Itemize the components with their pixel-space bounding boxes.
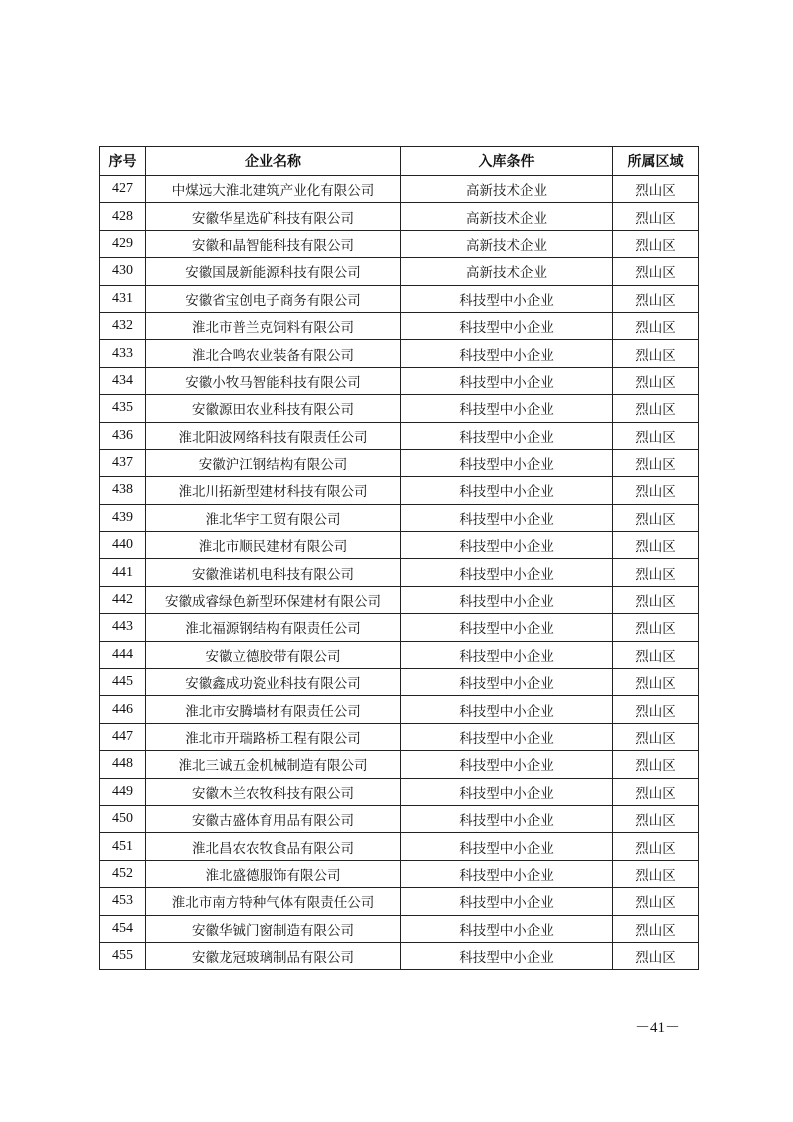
cell-serial-number: 440 (100, 532, 146, 559)
cell-region: 烈山区 (613, 723, 699, 750)
cell-region: 烈山区 (613, 532, 699, 559)
cell-company-name: 淮北福源钢结构有限责任公司 (146, 614, 401, 641)
cell-entry-condition: 高新技术企业 (401, 230, 613, 257)
cell-entry-condition: 科技型中小企业 (401, 614, 613, 641)
cell-company-name: 淮北市开瑞路桥工程有限公司 (146, 723, 401, 750)
cell-company-name: 安徽和晶智能科技有限公司 (146, 230, 401, 257)
cell-company-name: 淮北盛德服饰有限公司 (146, 860, 401, 887)
cell-serial-number: 434 (100, 367, 146, 394)
cell-region: 烈山区 (613, 696, 699, 723)
table-row (100, 942, 699, 969)
table-row (100, 586, 699, 613)
cell-region: 烈山区 (613, 340, 699, 367)
table-row (100, 340, 699, 367)
cell-company-name: 淮北昌农农牧食品有限公司 (146, 833, 401, 860)
cell-company-name: 安徽国晟新能源科技有限公司 (146, 258, 401, 285)
table-row (100, 203, 699, 230)
table-row (100, 367, 699, 394)
header-company-name: 企业名称 (146, 147, 401, 176)
cell-serial-number: 430 (100, 258, 146, 285)
table-row (100, 449, 699, 476)
cell-serial-number: 447 (100, 723, 146, 750)
table-row (100, 230, 699, 257)
page-number: －41－ (635, 1020, 681, 1036)
cell-company-name: 安徽鑫成功瓷业科技有限公司 (146, 669, 401, 696)
cell-entry-condition: 科技型中小企业 (401, 477, 613, 504)
cell-serial-number: 454 (100, 915, 146, 942)
cell-entry-condition: 科技型中小企业 (401, 340, 613, 367)
table-row (100, 312, 699, 339)
cell-entry-condition: 高新技术企业 (401, 258, 613, 285)
cell-company-name: 淮北合鸣农业装备有限公司 (146, 340, 401, 367)
table-row (100, 860, 699, 887)
cell-serial-number: 428 (100, 203, 146, 230)
cell-company-name: 安徽淮诺机电科技有限公司 (146, 559, 401, 586)
cell-region: 烈山区 (613, 230, 699, 257)
cell-region: 烈山区 (613, 833, 699, 860)
cell-entry-condition: 科技型中小企业 (401, 888, 613, 915)
cell-company-name: 淮北市顺民建材有限公司 (146, 532, 401, 559)
table-row (100, 696, 699, 723)
cell-serial-number: 437 (100, 449, 146, 476)
table-row (100, 751, 699, 778)
cell-company-name: 淮北市安腾墙材有限责任公司 (146, 696, 401, 723)
cell-region: 烈山区 (613, 888, 699, 915)
table-row (100, 805, 699, 832)
cell-entry-condition: 科技型中小企业 (401, 367, 613, 394)
table-row (100, 422, 699, 449)
cell-entry-condition: 科技型中小企业 (401, 942, 613, 969)
cell-entry-condition: 高新技术企业 (401, 203, 613, 230)
table-row (100, 833, 699, 860)
cell-region: 烈山区 (613, 367, 699, 394)
cell-entry-condition: 科技型中小企业 (401, 532, 613, 559)
cell-company-name: 安徽沪江钢结构有限公司 (146, 449, 401, 476)
cell-region: 烈山区 (613, 559, 699, 586)
cell-serial-number: 450 (100, 805, 146, 832)
enterprise-table-container (99, 146, 698, 970)
cell-company-name: 中煤远大淮北建筑产业化有限公司 (146, 176, 401, 203)
cell-serial-number: 431 (100, 285, 146, 312)
cell-company-name: 淮北阳波网络科技有限责任公司 (146, 422, 401, 449)
cell-company-name: 淮北川拓新型建材科技有限公司 (146, 477, 401, 504)
header-row (100, 147, 699, 176)
table-row (100, 285, 699, 312)
cell-entry-condition: 科技型中小企业 (401, 696, 613, 723)
cell-company-name: 淮北华宇工贸有限公司 (146, 504, 401, 531)
table-row (100, 915, 699, 942)
cell-entry-condition: 科技型中小企业 (401, 312, 613, 339)
table-row (100, 477, 699, 504)
cell-entry-condition: 科技型中小企业 (401, 504, 613, 531)
header-serial-number: 序号 (100, 147, 146, 176)
cell-serial-number: 438 (100, 477, 146, 504)
cell-region: 烈山区 (613, 477, 699, 504)
cell-company-name: 安徽源田农业科技有限公司 (146, 395, 401, 422)
cell-region: 烈山区 (613, 203, 699, 230)
cell-region: 烈山区 (613, 176, 699, 203)
table-row (100, 504, 699, 531)
cell-region: 烈山区 (613, 860, 699, 887)
cell-entry-condition: 科技型中小企业 (401, 422, 613, 449)
cell-region: 烈山区 (613, 915, 699, 942)
cell-serial-number: 443 (100, 614, 146, 641)
cell-serial-number: 432 (100, 312, 146, 339)
cell-serial-number: 433 (100, 340, 146, 367)
cell-region: 烈山区 (613, 422, 699, 449)
cell-entry-condition: 科技型中小企业 (401, 915, 613, 942)
cell-region: 烈山区 (613, 778, 699, 805)
table-body (100, 176, 699, 970)
cell-serial-number: 436 (100, 422, 146, 449)
table-row (100, 641, 699, 668)
cell-company-name: 安徽立德胶带有限公司 (146, 641, 401, 668)
cell-region: 烈山区 (613, 504, 699, 531)
table-row (100, 669, 699, 696)
cell-entry-condition: 科技型中小企业 (401, 805, 613, 832)
cell-region: 烈山区 (613, 805, 699, 832)
cell-company-name: 安徽小牧马智能科技有限公司 (146, 367, 401, 394)
cell-serial-number: 449 (100, 778, 146, 805)
table-row (100, 532, 699, 559)
cell-serial-number: 435 (100, 395, 146, 422)
table-row (100, 888, 699, 915)
cell-entry-condition: 科技型中小企业 (401, 285, 613, 312)
cell-region: 烈山区 (613, 669, 699, 696)
cell-entry-condition: 科技型中小企业 (401, 778, 613, 805)
cell-serial-number: 441 (100, 559, 146, 586)
cell-region: 烈山区 (613, 751, 699, 778)
cell-entry-condition: 科技型中小企业 (401, 559, 613, 586)
cell-region: 烈山区 (613, 258, 699, 285)
table-header (100, 147, 699, 176)
cell-company-name: 安徽华铖门窗制造有限公司 (146, 915, 401, 942)
table-row (100, 614, 699, 641)
table-row (100, 559, 699, 586)
table-row (100, 723, 699, 750)
table-row (100, 258, 699, 285)
cell-entry-condition: 科技型中小企业 (401, 586, 613, 613)
cell-serial-number: 448 (100, 751, 146, 778)
cell-entry-condition: 科技型中小企业 (401, 751, 613, 778)
cell-entry-condition: 科技型中小企业 (401, 449, 613, 476)
cell-serial-number: 446 (100, 696, 146, 723)
cell-entry-condition: 科技型中小企业 (401, 833, 613, 860)
cell-region: 烈山区 (613, 641, 699, 668)
cell-entry-condition: 科技型中小企业 (401, 641, 613, 668)
cell-serial-number: 445 (100, 669, 146, 696)
cell-serial-number: 439 (100, 504, 146, 531)
cell-company-name: 淮北三诚五金机械制造有限公司 (146, 751, 401, 778)
cell-region: 烈山区 (613, 586, 699, 613)
cell-company-name: 安徽省宝创电子商务有限公司 (146, 285, 401, 312)
table-row (100, 395, 699, 422)
cell-region: 烈山区 (613, 614, 699, 641)
cell-serial-number: 427 (100, 176, 146, 203)
cell-region: 烈山区 (613, 312, 699, 339)
cell-entry-condition: 科技型中小企业 (401, 723, 613, 750)
header-entry-condition: 入库条件 (401, 147, 613, 176)
header-region: 所属区域 (613, 147, 699, 176)
cell-serial-number: 429 (100, 230, 146, 257)
cell-serial-number: 444 (100, 641, 146, 668)
enterprise-table (99, 146, 699, 970)
cell-serial-number: 455 (100, 942, 146, 969)
cell-region: 烈山区 (613, 285, 699, 312)
cell-entry-condition: 高新技术企业 (401, 176, 613, 203)
table-row (100, 778, 699, 805)
cell-serial-number: 453 (100, 888, 146, 915)
cell-company-name: 安徽木兰农牧科技有限公司 (146, 778, 401, 805)
table-row (100, 176, 699, 203)
cell-serial-number: 442 (100, 586, 146, 613)
cell-company-name: 安徽华星选矿科技有限公司 (146, 203, 401, 230)
cell-entry-condition: 科技型中小企业 (401, 860, 613, 887)
cell-region: 烈山区 (613, 395, 699, 422)
cell-company-name: 淮北市南方特种气体有限责任公司 (146, 888, 401, 915)
cell-serial-number: 452 (100, 860, 146, 887)
cell-company-name: 安徽龙冠玻璃制品有限公司 (146, 942, 401, 969)
cell-serial-number: 451 (100, 833, 146, 860)
cell-entry-condition: 科技型中小企业 (401, 669, 613, 696)
cell-region: 烈山区 (613, 942, 699, 969)
cell-company-name: 安徽成睿绿色新型环保建材有限公司 (146, 586, 401, 613)
cell-entry-condition: 科技型中小企业 (401, 395, 613, 422)
cell-region: 烈山区 (613, 449, 699, 476)
cell-company-name: 淮北市普兰克饲料有限公司 (146, 312, 401, 339)
cell-company-name: 安徽古盛体育用品有限公司 (146, 805, 401, 832)
